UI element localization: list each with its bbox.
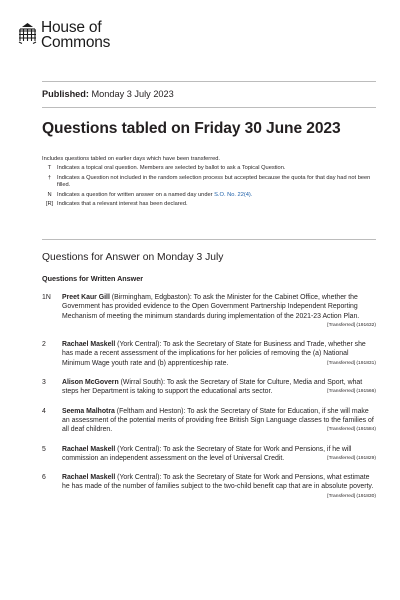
published-date: Monday 3 July 2023 — [91, 89, 174, 99]
constituency: (Feltham and Heston): — [116, 407, 186, 415]
member-name: Rachael Maskell — [62, 474, 116, 482]
member-name: Preet Kaur Gill — [62, 294, 110, 301]
constituency: (Birmingham, Edgbaston): — [111, 294, 192, 301]
question-text: To ask the Secretary of State for Work and Pensions, what estimate he has made of the number of families subject to the two-child benefit cap that are in absolute poverty. — [62, 474, 374, 491]
legend-symbol: T — [47, 165, 52, 171]
question-number: 2 — [42, 341, 46, 349]
legend-text-with-link — [57, 192, 252, 200]
logo-line-2: Commons — [41, 34, 111, 51]
legend-text: Indicates that a relevant interest has been declared. — [57, 201, 188, 208]
question-text: To ask the Secretary of State for Work and Pensions, if he will commission an independent assessment on the level of Universal Credit. — [62, 445, 352, 462]
question-item — [42, 378, 376, 397]
constituency: (York Central): — [117, 341, 162, 349]
member-name: Rachael Maskell — [62, 341, 116, 349]
question-body — [62, 340, 376, 368]
published-line — [42, 89, 174, 99]
legend-text: Indicates a question for written answer on a named day under — [57, 191, 215, 198]
question-text: To ask the Secretary of State for Culture, Media and Sport, what steps her Department is taking to support the educational arts sector. — [62, 379, 363, 396]
question-item — [42, 445, 376, 464]
divider — [42, 239, 376, 240]
member-name: Alison McGovern — [62, 379, 119, 387]
legend-item — [42, 201, 372, 209]
question-number: 1N — [42, 294, 51, 301]
legend-symbol: † — [47, 174, 52, 181]
question-number: 5 — [42, 445, 46, 453]
question-number: 6 — [42, 474, 46, 482]
question-item — [42, 293, 376, 330]
intro-text: Includes questions tabled on earlier days which have been transferred. — [42, 156, 221, 162]
question-body — [62, 473, 376, 501]
page-title: Questions tabled on Friday 30 June 2023 — [42, 120, 341, 137]
logo-line-1: House of — [41, 19, 102, 36]
section-heading: Questions for Answer on Monday 3 July — [42, 252, 224, 263]
question-item — [42, 473, 376, 501]
legend-item — [42, 175, 372, 191]
transferred-tag: [Transferred] (191584) — [327, 427, 376, 433]
questions-list — [42, 293, 376, 501]
question-body — [62, 378, 376, 397]
question-body — [62, 445, 376, 464]
question-item — [42, 407, 376, 435]
logo-wordmark — [41, 20, 110, 50]
sub-heading: Questions for Written Answer — [42, 274, 144, 283]
constituency: (York Central): — [117, 445, 162, 453]
question-body — [62, 407, 376, 435]
question-text: To ask the Secretary of State for Business and Trade, whether she has made a recent assessment of the implications for her policies of removing the (a) National Minimum Wage youth rate and (b) apprenticeship rate. — [62, 341, 366, 367]
divider — [42, 107, 376, 108]
legend-symbol: [R] — [45, 201, 54, 208]
divider — [42, 81, 376, 82]
member-name: Seema Malhotra — [62, 407, 115, 415]
question-number: 4 — [42, 407, 46, 415]
question-number: 3 — [42, 379, 46, 387]
legend-text: Indicates a topical oral question. Members are selected by ballot to ask a Topical Question. — [57, 165, 286, 171]
transferred-tag: [Transferred] (191632) — [327, 322, 376, 328]
question-item — [42, 340, 376, 368]
question-text: To ask the Minister for the Cabinet Office, whether the Government has provided evidence to the Open Government Partnership Independent Reporting Mechanism of meeting the minimum standards during implementation of the 2021-23 Action Plan. — [62, 294, 360, 320]
question-body — [62, 293, 376, 330]
transferred-tag: [Transferred] (191830) — [327, 493, 376, 499]
standing-order-link[interactable]: S.O. No. 22(4). — [214, 191, 253, 198]
question-text: To ask the Secretary of State for Education, if she will make an assessment of the potential merits of providing free British Sign Language classes to the families of all deaf children. — [62, 407, 374, 434]
published-label: Published: — [42, 89, 89, 99]
legend-text: Indicates a Question not included in the random selection process but accepted because the quota for that day had not been filled. — [57, 174, 371, 189]
constituency: (Wirral South): — [120, 379, 166, 387]
legend-item — [42, 165, 372, 173]
member-name: Rachael Maskell — [62, 445, 116, 453]
symbol-legend — [42, 165, 372, 211]
house-of-commons-logo — [18, 20, 110, 50]
legend-item — [42, 192, 372, 200]
constituency: (York Central): — [117, 474, 162, 482]
portcullis-icon — [18, 22, 37, 44]
legend-symbol: N — [47, 191, 52, 198]
transferred-tag: [Transferred] (191829) — [327, 455, 376, 461]
transferred-tag: [Transferred] (191566) — [327, 389, 376, 395]
transferred-tag: [Transferred] (191831) — [327, 360, 376, 366]
